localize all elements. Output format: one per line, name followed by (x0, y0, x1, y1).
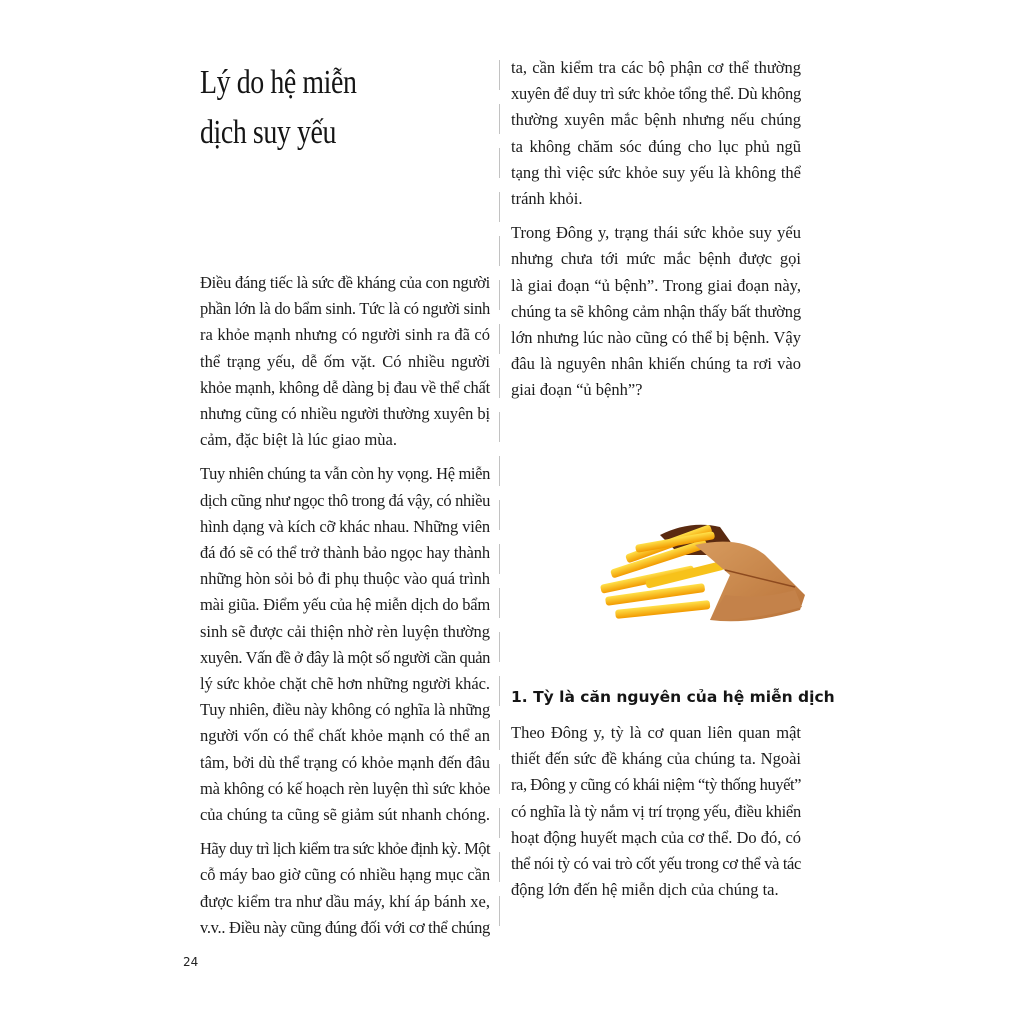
text-line: ta, cần kiểm tra các bộ phận cơ thể thường (511, 58, 801, 77)
text-line: lớn nhưng lúc nào cũng có thể bị bệnh. Vậy (511, 328, 801, 348)
text-line: thể trạng yếu, dễ ốm vặt. Có nhiều người (200, 351, 490, 371)
text-line: hoạt động huyết mạch của cơ thể. Do đó, có (511, 827, 801, 847)
text-line: khỏe mạnh, không dễ dàng bị đau về thể chất (200, 377, 490, 397)
text-line: thiết đến sức đề kháng của chúng ta. Ngoài (511, 749, 801, 769)
text-line: có nghĩa là tỳ nắm vị trí trọng yếu, điều khiển (511, 801, 801, 821)
text-line: tránh khỏi. (511, 189, 583, 209)
page-number: 24 (183, 955, 199, 969)
text-line: hình dạng và kích cỡ khác nhau. Những viên (200, 516, 490, 536)
text-line: tâm, bởi dù thể trạng có khỏe mạnh đến đâu (200, 752, 490, 772)
paragraph (511, 220, 801, 403)
text-line: ra khỏe mạnh nhưng có người sinh ra đã có (200, 325, 490, 345)
text-line: lý sức khỏe chặt chẽ hơn những người khác. (200, 674, 490, 694)
text-line: chúng ta sẽ không cảm nhận thấy bất thường (511, 301, 801, 321)
paragraph (511, 720, 801, 903)
text-line: dịch cũng như ngọc thô trong đá vậy, có nhiều (200, 490, 490, 510)
text-line: đâu là nguyên nhân khiến chúng ta rơi vào (511, 354, 801, 374)
text-line: động lớn đến hệ miễn dịch của chúng ta. (511, 880, 779, 900)
text-line: xuyên. Vấn đề ở đây là một số người cần quản (200, 647, 490, 667)
french-fries-illustration (590, 515, 805, 630)
text-line: v.v.. Điều này cũng đúng đối với cơ thể chúng (200, 917, 490, 937)
text-line: ta không chăm sóc đúng cho lục phủ ngũ (511, 136, 801, 156)
left-column (200, 270, 490, 949)
text-line: Điều đáng tiếc là sức đề kháng của con người (200, 273, 490, 292)
text-line: Theo Đông y, tỳ là cơ quan liên quan mật (511, 723, 801, 742)
text-line: thường xuyên mắc bệnh nhưng nếu chúng (511, 110, 801, 130)
text-line: nhưng chưa tới mức mắc bệnh được gọi (511, 249, 801, 269)
title-line: dịch suy yếu (200, 114, 337, 151)
page-gutter-divider (499, 60, 500, 940)
paragraph (200, 836, 490, 941)
text-line: thể nói tỳ có vai trò cốt yếu trong cơ thể và tác (511, 854, 801, 874)
text-line: phần lớn là do bẩm sinh. Tức là có người sinh (200, 299, 490, 319)
text-line: là giai đoạn “ủ bệnh”. Trong giai đoạn này, (511, 275, 801, 295)
text-line: cảm, đặc biệt là lúc giao mùa. (200, 430, 398, 450)
paragraph (511, 55, 801, 212)
page-title (200, 58, 430, 158)
text-line: Trong Đông y, trạng thái sức khỏe suy yếu (511, 223, 801, 243)
text-line: những hòn sỏi bỏ đi phụ thuộc vào quá trình (200, 569, 490, 589)
text-line: xuyên để duy trì sức khỏe tổng thể. Dù không (511, 84, 801, 104)
text-line: cỗ máy bao giờ cũng có nhiều hạng mục cần (200, 865, 490, 885)
text-line: của chúng ta cũng sẽ giảm sút nhanh chóng. (200, 805, 490, 825)
section-heading: 1. Tỳ là căn nguyên của hệ miễn dịch (511, 688, 835, 706)
text-line: ra, Đông y cũng có khái niệm “tỳ thống huyết” (511, 775, 801, 795)
text-line: giai đoạn “ủ bệnh”? (511, 380, 643, 400)
text-line: tạng thì việc sức khỏe suy yếu là không thể (511, 162, 801, 182)
text-line: Tuy nhiên chúng ta vẫn còn hy vọng. Hệ miễn (200, 464, 490, 484)
text-line: người vốn có thể chất khỏe mạnh có thể an (200, 726, 490, 746)
text-line: mài giũa. Điểm yếu của hệ miễn dịch do bẩm (200, 595, 490, 615)
text-line: mà không có kế hoạch rèn luyện thì sức khỏe (200, 778, 490, 798)
text-line: Tuy nhiên, điều này không có nghĩa là những (200, 700, 490, 720)
right-column-bottom (511, 720, 801, 911)
text-line: nhưng cũng có nhiều người thường xuyên bị (200, 404, 490, 424)
text-line: đá đó sẽ có thể trở thành bảo ngọc hay thành (200, 543, 490, 563)
paragraph (200, 270, 490, 453)
fries (600, 524, 725, 619)
title-line: Lý do hệ miễn (200, 64, 357, 101)
right-column-top (511, 55, 801, 412)
text-line: được kiểm tra như dầu máy, khí áp bánh xe, (200, 891, 490, 911)
text-line: Hãy duy trì lịch kiểm tra sức khỏe định kỳ. Một (200, 839, 490, 859)
text-line: sinh sẽ được cải thiện nhờ rèn luyện thường (200, 621, 490, 641)
paragraph (200, 461, 490, 828)
